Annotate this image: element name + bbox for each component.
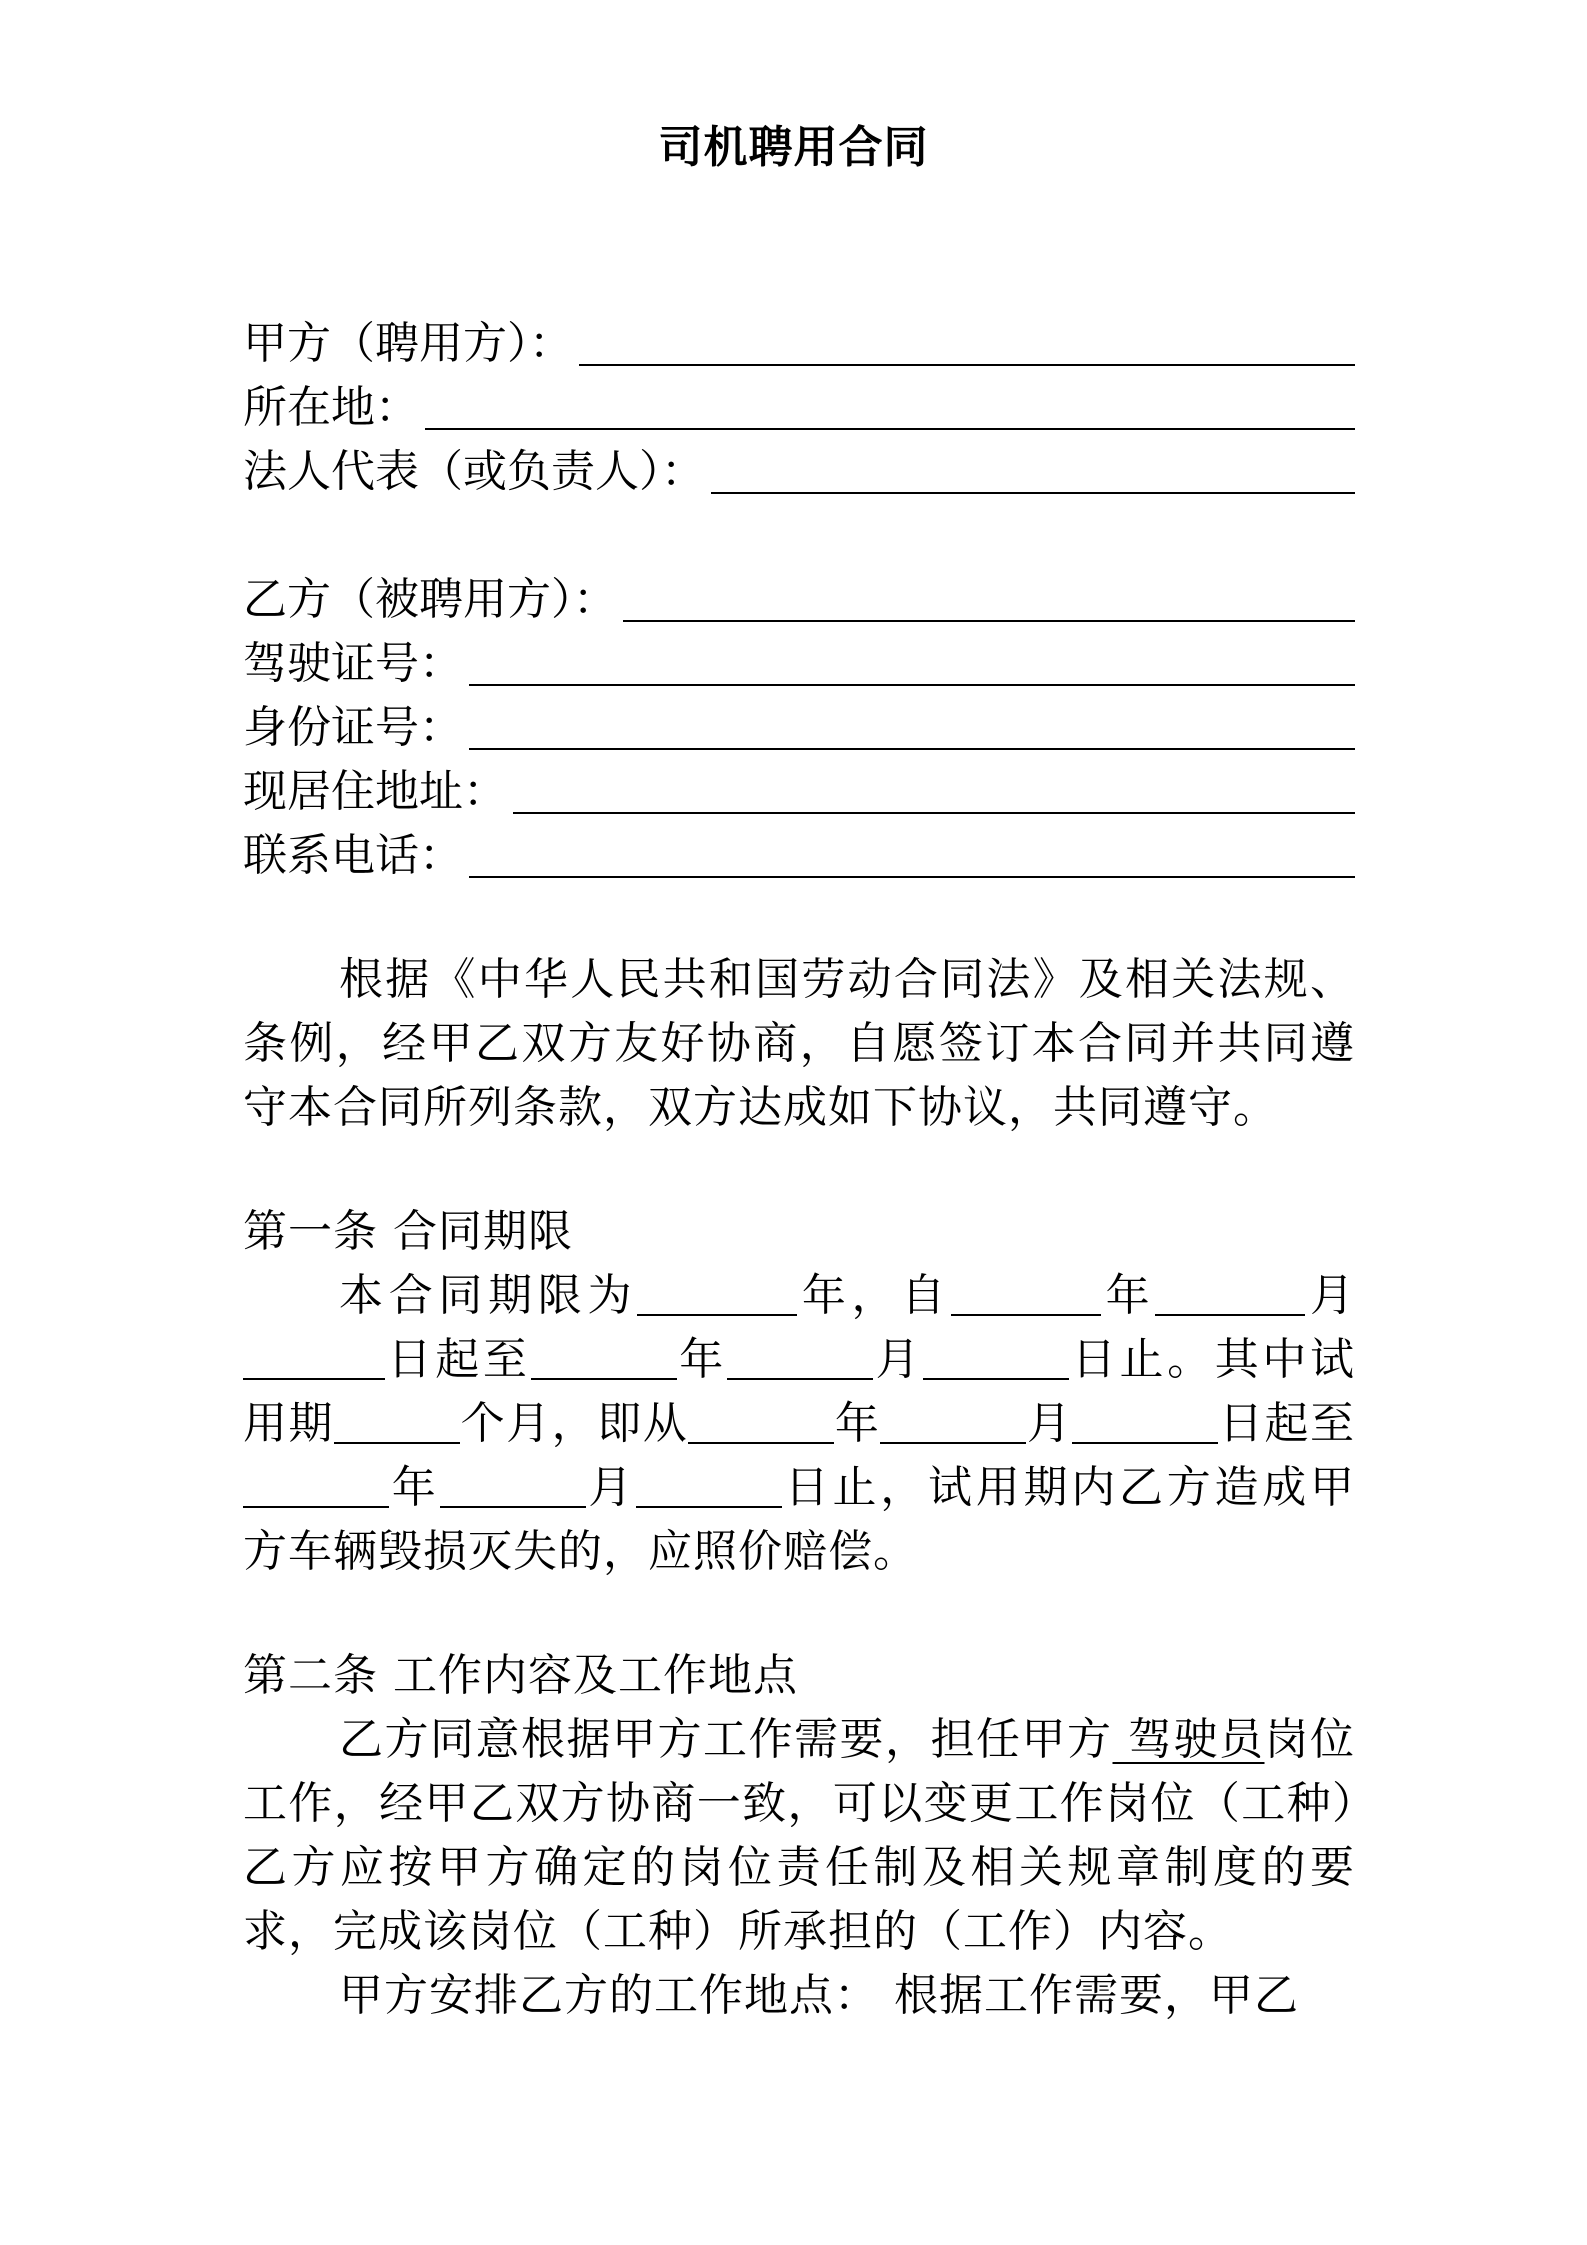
party-a-name-field — [243, 312, 1355, 376]
article-1-text: 月 — [1305, 1270, 1356, 1321]
end-day-blank[interactable] — [923, 1334, 1069, 1380]
party-b-id-label: 身份证号： — [243, 702, 463, 753]
start-month-blank[interactable] — [1155, 1270, 1305, 1316]
party-b-name-blank[interactable] — [623, 574, 1355, 622]
article-1-text: 年 — [1100, 1270, 1156, 1321]
spacer — [243, 504, 1355, 568]
probation-start-month-blank[interactable] — [880, 1398, 1026, 1444]
spacer — [243, 1584, 1355, 1644]
party-a-rep-label: 法人代表（或负责人）： — [243, 446, 705, 497]
party-b-phone-field — [243, 824, 1355, 888]
start-year-blank[interactable] — [951, 1270, 1101, 1316]
article-1-text: 日止。其中试用期 — [243, 1334, 1356, 1449]
party-b-address-label: 现居住地址： — [243, 766, 507, 817]
article-2-text: 岗位工作，经甲乙双方协商一致，可以变更工作岗位（工种）乙方应按甲方确定的岗位责任制及相关规章制度的要求，完成该岗位（工种）所承担的（工作）内容。 — [243, 1714, 1355, 1957]
party-b-license-field — [243, 632, 1355, 696]
preamble-paragraph: 根据《中华人民共和国劳动合同法》及相关法规、条例，经甲乙双方友好协商，自愿签订本合同并共同遵守本合同所列条款，双方达成如下协议，共同遵守。 — [243, 954, 1355, 1133]
article-2-heading: 第二条 工作内容及工作地点 — [243, 1650, 798, 1701]
document-body — [243, 312, 1355, 2028]
party-b-address-blank[interactable] — [513, 766, 1355, 814]
probation-end-month-blank[interactable] — [440, 1462, 586, 1508]
party-a-rep-field — [243, 440, 1355, 504]
party-b-license-blank[interactable] — [469, 638, 1355, 686]
party-b-id-field — [243, 696, 1355, 760]
party-b-phone-blank[interactable] — [469, 830, 1355, 878]
party-a-name-blank[interactable] — [579, 318, 1355, 366]
party-a-rep-blank[interactable] — [711, 446, 1355, 494]
probation-end-day-blank[interactable] — [636, 1462, 782, 1508]
article-2-paragraph-2: 甲方安排乙方的工作地点： 根据工作需要，甲乙 — [339, 1970, 1299, 2021]
probation-months-blank[interactable] — [334, 1398, 460, 1444]
probation-start-year-blank[interactable] — [688, 1398, 834, 1444]
party-b-name-label: 乙方（被聘用方）： — [243, 574, 617, 625]
article-1-text: 年 — [676, 1334, 727, 1385]
article-2-paragraph-1 — [243, 1708, 1355, 1964]
party-b-license-label: 驾驶证号： — [243, 638, 463, 689]
party-b-id-blank[interactable] — [469, 702, 1355, 750]
party-b-name-field — [243, 568, 1355, 632]
position-value: 驾驶员 — [1112, 1714, 1265, 1765]
party-a-address-blank[interactable] — [425, 382, 1355, 430]
article-1-text: 日止，试用期内乙方造成甲方车辆毁损灭失的，应照价赔偿。 — [243, 1462, 1355, 1577]
article-1-text: 日起至 — [1218, 1398, 1356, 1449]
article-1-text: 月 — [872, 1334, 924, 1385]
article-1-paragraph — [243, 1264, 1355, 1584]
start-day-blank[interactable] — [243, 1334, 385, 1380]
party-b-phone-label: 联系电话： — [243, 830, 463, 881]
article-1-text: 月 — [1026, 1398, 1073, 1449]
article-2-text: 乙方同意根据甲方工作需要，担任甲方 — [339, 1714, 1113, 1765]
spacer — [243, 888, 1355, 948]
article-1-text: 年 — [389, 1462, 440, 1513]
article-1-text: 日起至 — [385, 1334, 531, 1385]
end-month-blank[interactable] — [727, 1334, 873, 1380]
term-years-blank[interactable] — [637, 1270, 797, 1316]
article-1-text: 月 — [585, 1462, 636, 1513]
probation-end-year-blank[interactable] — [243, 1462, 389, 1508]
article-1-heading: 第一条 合同期限 — [243, 1206, 573, 1257]
document-title: 司机聘用合同 — [658, 122, 929, 173]
article-1-text: 年 — [834, 1398, 881, 1449]
party-a-name-label: 甲方（聘用方）： — [243, 318, 573, 369]
article-1-text: 本合同期限为 — [339, 1270, 638, 1321]
end-year-blank[interactable] — [531, 1334, 677, 1380]
party-b-address-field — [243, 760, 1355, 824]
article-1-text: 年，自 — [797, 1270, 951, 1321]
party-a-address-label: 所在地： — [243, 382, 419, 433]
article-1-text: 个月，即从 — [460, 1398, 689, 1449]
probation-start-day-blank[interactable] — [1072, 1398, 1218, 1444]
spacer — [243, 1140, 1355, 1200]
party-a-address-field — [243, 376, 1355, 440]
